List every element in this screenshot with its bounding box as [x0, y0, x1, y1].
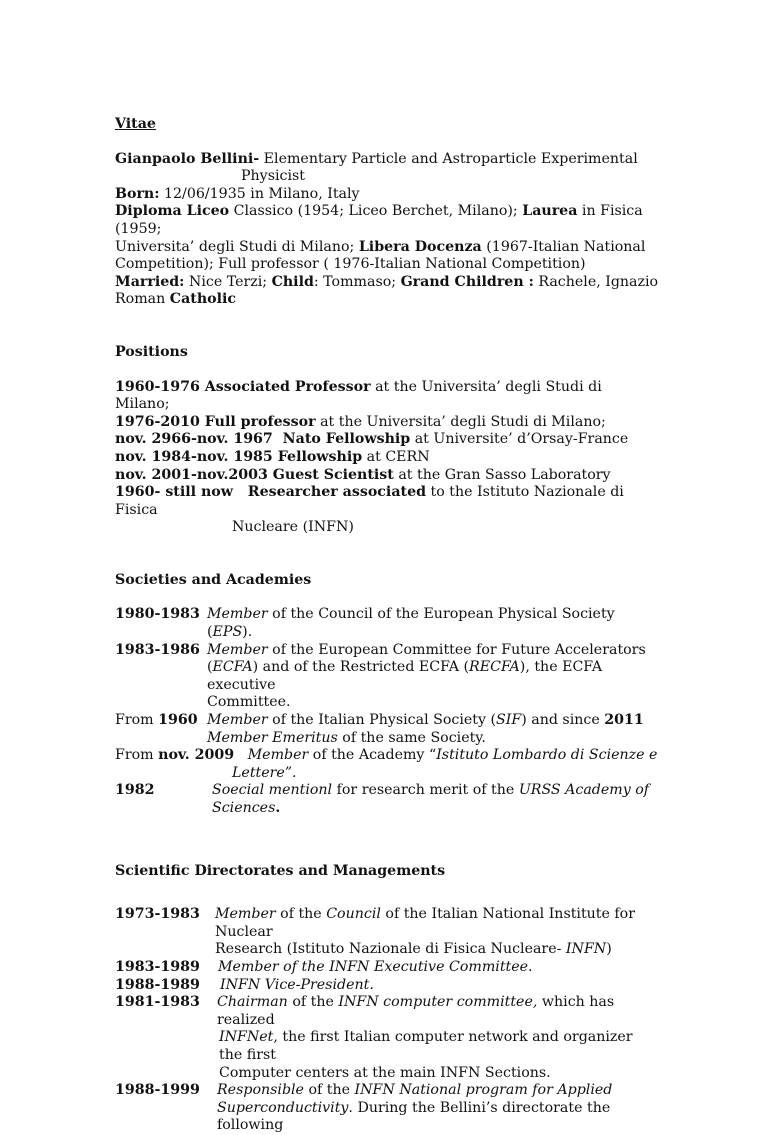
position-detail: at Universite’ d’Orsay-France: [410, 431, 629, 448]
society-desc: ), the ECFA executive: [207, 659, 603, 693]
member-italic: Member: [207, 606, 268, 623]
grandchildren-text: Rachele, Ignazio: [533, 273, 659, 290]
position-title: nov. 2966-nov. 1967 Nato Fellowship: [115, 431, 411, 448]
married-text: Nice Terzi;: [184, 273, 272, 290]
directorate-desc: . During the Bellini’s directorate the following: [217, 1099, 611, 1134]
directorate-text: [215, 959, 533, 977]
position-title: 1960- still now Researcher associated: [115, 484, 427, 501]
year-bold: 2011: [604, 712, 644, 729]
directorate-desc: of the: [303, 1082, 355, 1099]
recfa-italic: RECFA: [469, 659, 520, 676]
directorate-year: 1988-1989: [115, 976, 200, 993]
child-text: : Tommaso;: [313, 273, 401, 290]
document-content: [115, 116, 660, 1135]
member-italic: Member: [207, 712, 268, 729]
position-item: [115, 379, 660, 414]
urss-italic: URSS Academy of Sciences: [212, 782, 650, 816]
directorates-heading: Scientific Directorates and Managements: [115, 862, 446, 879]
position-item: [115, 414, 660, 432]
position-detail: at the Universita’ degli Studi di Milano;: [315, 413, 606, 430]
eps-italic: EPS: [212, 624, 243, 641]
position-detail: to the Istituto Nazionale di Fisica: [115, 484, 624, 518]
mention-italic: Soecial mentionl: [212, 782, 333, 799]
society-text: [207, 712, 644, 747]
grandchildren-label: Grand Children :: [400, 273, 534, 290]
directorate-row: [115, 1082, 660, 1135]
vice-president-italic: INFN Vice-President.: [220, 976, 374, 993]
name-line: [115, 151, 660, 169]
diploma-text: Classico (1954; Liceo Berchet, Milano);: [229, 203, 523, 220]
society-desc-cont: Committee.: [207, 694, 291, 711]
year-bold: nov. 2009: [158, 747, 235, 764]
directorate-year: 1988-1999: [115, 1082, 200, 1099]
superconductivity-italic: Superconductivity: [217, 1099, 349, 1116]
born-line: [115, 186, 660, 204]
society-text: [207, 642, 660, 712]
from-text: From: [115, 712, 159, 729]
responsible-italic: Responsible: [217, 1082, 304, 1099]
society-row: [115, 782, 660, 817]
program-italic: INFN National program for Applied: [354, 1082, 613, 1099]
directorate-desc: , the first Italian computer network and organizer the first: [219, 1029, 633, 1063]
libera-docenza-label: Libera Docenza: [358, 238, 482, 255]
position-title: 1960-1976 Associated Professor: [115, 378, 371, 395]
position-title: nov. 2001-nov.2003 Guest Scientist: [115, 466, 394, 483]
council-italic: Council: [326, 906, 381, 923]
directorate-year: 1973-1983: [115, 906, 200, 923]
member-italic: Member: [207, 641, 268, 658]
society-year: 1980-1983: [115, 606, 200, 623]
directorate-text: [215, 1082, 660, 1135]
position-detail: at CERN: [362, 448, 430, 465]
libera-docenza-text: (1967-Italian National: [481, 238, 646, 255]
position-item: [115, 467, 660, 485]
infnet-italic: INFNet: [219, 1029, 274, 1046]
university-text: Universita’ degli Studi di Milano;: [115, 238, 359, 255]
directorate-desc-cont: Computer centers at the main INFN Sections.: [219, 1064, 551, 1081]
education-line-1: [115, 203, 660, 238]
person-role: Elementary Particle and Astroparticle Experimental: [259, 150, 638, 167]
society-year: 1982: [115, 782, 155, 799]
directorate-desc: of the: [275, 906, 327, 923]
committee-italic: INFN computer committee,: [338, 994, 538, 1011]
positions-heading: Positions: [115, 343, 188, 360]
chairman-italic: Chairman: [217, 994, 288, 1011]
member-italic: Member: [247, 747, 309, 764]
society-desc-end: ).: [242, 624, 253, 641]
position-item: [115, 431, 660, 449]
society-year: 1983-1986: [115, 641, 200, 658]
society-desc: ) and since: [521, 712, 605, 729]
year-bold: 1960: [158, 712, 198, 729]
family-line: [115, 274, 660, 292]
laurea-text: in Fisica (1959;: [115, 203, 643, 237]
directorate-row: [115, 977, 660, 995]
position-detail: at the Gran Sasso Laboratory: [393, 466, 611, 483]
child-label: Child: [271, 273, 314, 290]
period: .: [275, 800, 281, 816]
institute-italic-cont: Lettere”.: [232, 764, 297, 781]
person-name: Gianpaolo Bellini-: [115, 150, 260, 167]
society-text: [207, 606, 660, 641]
directorate-desc: ): [606, 941, 612, 958]
position-cont: Nucleare (INFN): [232, 519, 354, 536]
society-desc: of the European Committee for Future Accelerators: [267, 641, 646, 658]
directorate-text: [215, 977, 374, 995]
spacer: [234, 747, 248, 763]
member-italic: Member: [215, 906, 276, 923]
society-desc: of the Italian Physical Society (: [267, 712, 497, 729]
directorate-row: [115, 906, 660, 959]
society-desc: of the Council of the European Physical Society (: [207, 606, 615, 641]
position-item: [115, 449, 660, 467]
directorate-text: [215, 906, 660, 959]
married-label: Married:: [115, 273, 185, 290]
directorate-desc: of the: [287, 994, 339, 1011]
directorate-year: 1983-1989: [115, 958, 200, 975]
born-text: 12/06/1935 in Milano, Italy: [159, 185, 360, 202]
person-role-cont: Physicist: [241, 168, 305, 185]
sif-italic: SIF: [496, 712, 522, 729]
position-title: nov. 1984-nov. 1985 Fellowship: [115, 448, 363, 465]
directorate-desc: Research (Istituto Nazionale di Fisica Nucleare-: [215, 941, 566, 958]
education-line-2: [115, 239, 660, 257]
born-label: Born:: [115, 185, 160, 202]
society-desc: for research merit of the: [332, 782, 519, 799]
society-desc: ) and of the Restricted ECFA (: [252, 659, 470, 676]
society-row: [115, 747, 660, 782]
directorate-row: [115, 959, 660, 977]
directorate-text: [215, 994, 660, 1082]
directorate-row: [115, 994, 660, 1082]
directorate-year: 1981-1983: [115, 994, 200, 1011]
vitae-heading: Vitae: [115, 116, 156, 132]
religion-line: [115, 291, 660, 309]
directorate-desc: which has realized: [217, 994, 615, 1028]
position-detail: at the Universita’ degli Studi di Milano;: [115, 378, 602, 413]
executive-italic: Member of the INFN Executive Committee.: [218, 958, 533, 975]
society-desc: of the same Society.: [337, 729, 486, 746]
ecfa-italic: ECFA: [212, 659, 253, 676]
diploma-label: Diploma Liceo: [115, 203, 230, 220]
directorate-desc: of the Italian National Institute for Nuclear: [215, 906, 635, 940]
society-year: [115, 712, 207, 747]
member-emeritus-italic: Member Emeritus: [207, 729, 338, 746]
position-title: 1976-2010 Full professor: [115, 413, 316, 430]
society-text: [212, 782, 660, 817]
society-desc: of the Academy “: [308, 747, 437, 764]
catholic-text: Catholic: [169, 291, 237, 308]
society-row: [115, 606, 660, 641]
position-item: [115, 484, 660, 519]
from-text: From: [115, 747, 159, 764]
education-line-3: Competition); Full professor ( 1976-Italian National Competition): [115, 256, 586, 273]
infn-italic: INFN: [565, 941, 607, 958]
paren: (: [207, 659, 213, 676]
society-row: [115, 712, 660, 747]
society-row: [115, 642, 660, 712]
institute-italic: Istituto Lombardo di Scienze e: [436, 747, 658, 764]
roman-text: Roman: [115, 291, 170, 308]
societies-heading: Societies and Academies: [115, 571, 312, 588]
laurea-label: Laurea: [522, 203, 578, 220]
